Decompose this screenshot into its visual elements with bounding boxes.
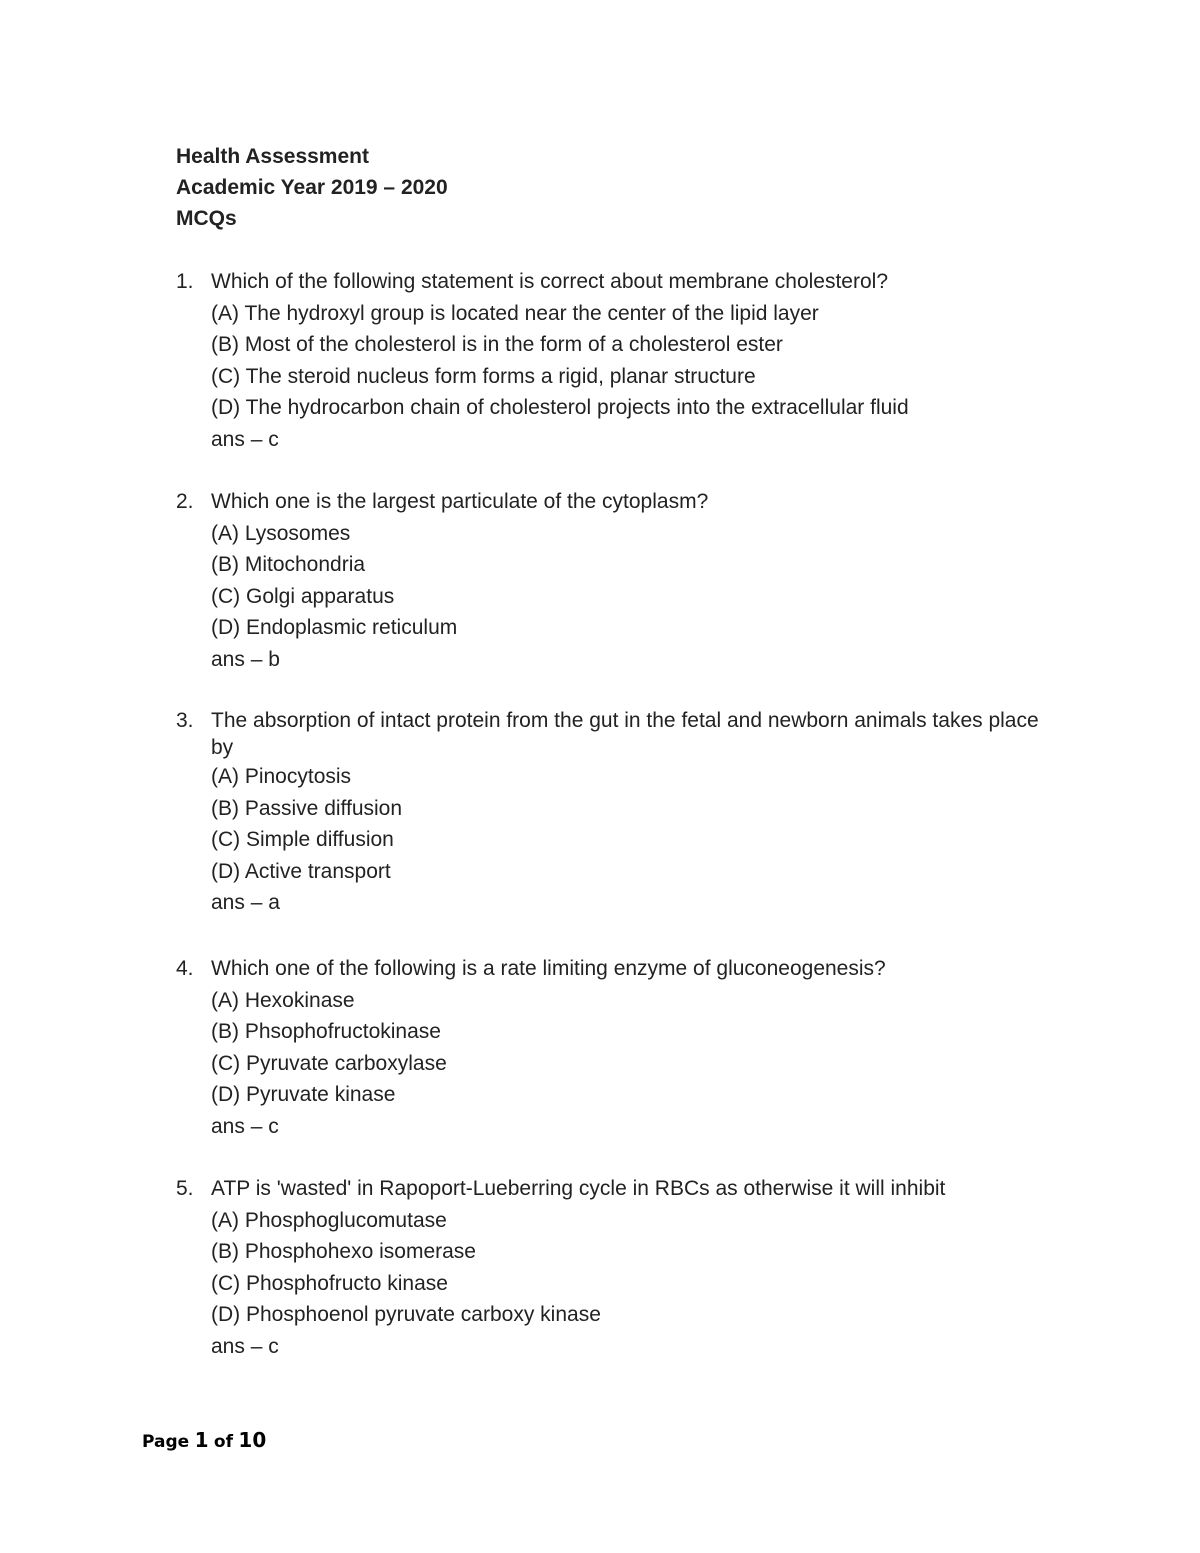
- answer-line: ans – a: [211, 891, 280, 914]
- question-stem: [176, 953, 1056, 985]
- question-3: [176, 705, 1056, 919]
- answer-line: ans – b: [211, 647, 280, 671]
- of-label: of: [213, 1432, 233, 1452]
- option-list: [211, 761, 1056, 919]
- option-c: (C) Golgi apparatus: [211, 584, 395, 608]
- question-number: 4.: [176, 957, 194, 980]
- question-text: Which of the following statement is correct about membrane cholesterol?: [211, 270, 888, 293]
- option-c: (C) Simple diffusion: [211, 828, 394, 851]
- option-a: (A) Hexokinase: [211, 988, 355, 1012]
- option-list: [211, 518, 1056, 676]
- option-list: [211, 985, 1056, 1143]
- question-number: 2.: [176, 490, 194, 513]
- option-list: [211, 1205, 1056, 1363]
- option-a: (A) Phosphoglucomutase: [211, 1208, 447, 1232]
- option-a: (A) Pinocytosis: [211, 765, 352, 788]
- question-stem: [176, 266, 1056, 298]
- option-b: (B) Phsophofructokinase: [211, 1020, 441, 1043]
- option-d: (D) Pyruvate kinase: [211, 1083, 396, 1106]
- page-label: Page: [142, 1432, 190, 1452]
- question-text: ATP is 'wasted' in Rapoport-Lueberring cycle in RBCs as otherwise it will inhibit: [211, 1177, 946, 1200]
- academic-year: Academic Year 2019 – 2020: [176, 176, 448, 199]
- question-4: [176, 953, 1056, 1142]
- option-b: (B) Phosphohexo isomerase: [211, 1240, 476, 1263]
- question-text: Which one is the largest particulate of the cytoplasm?: [211, 490, 709, 513]
- page-footer: [142, 1428, 266, 1452]
- option-a: (A) Lysosomes: [211, 521, 351, 545]
- question-number: 1.: [176, 270, 194, 293]
- option-d: (D) Phosphoenol pyruvate carboxy kinase: [211, 1303, 601, 1326]
- document-title: Health Assessment: [176, 145, 369, 168]
- total-pages-number: 10: [238, 1428, 267, 1452]
- option-d: (D) Active transport: [211, 859, 391, 883]
- option-a: (A) The hydroxyl group is located near the center of the lipid layer: [211, 301, 819, 325]
- option-b: (B) Mitochondria: [211, 553, 366, 576]
- option-d: (D) The hydrocarbon chain of cholesterol projects into the extracellular fluid: [211, 396, 909, 419]
- question-stem: [176, 705, 1056, 761]
- section-subtitle: MCQs: [176, 207, 237, 230]
- option-c: (C) Phosphofructo kinase: [211, 1271, 448, 1295]
- question-number: 5.: [176, 1177, 194, 1200]
- current-page-number: 1: [194, 1428, 209, 1452]
- question-2: [176, 486, 1056, 675]
- option-list: [211, 298, 1056, 456]
- answer-line: ans – c: [211, 1334, 279, 1358]
- question-5: [176, 1173, 1056, 1362]
- question-number: 3.: [176, 709, 194, 732]
- option-c: (C) The steroid nucleus form forms a rigid, planar structure: [211, 364, 756, 388]
- document-header: [176, 141, 448, 234]
- question-stem: [176, 1173, 1056, 1205]
- option-b: (B) Most of the cholesterol is in the form of a cholesterol ester: [211, 333, 783, 356]
- option-b: (B) Passive diffusion: [211, 796, 403, 820]
- question-text: Which one of the following is a rate limiting enzyme of gluconeogenesis?: [211, 957, 886, 980]
- answer-line: ans – c: [211, 427, 279, 451]
- option-d: (D) Endoplasmic reticulum: [211, 616, 458, 639]
- question-text: The absorption of intact protein from the gut in the fetal and newborn animals takes place by: [211, 709, 1039, 759]
- question-1: [176, 266, 1056, 455]
- question-stem: [176, 486, 1056, 518]
- option-c: (C) Pyruvate carboxylase: [211, 1051, 447, 1075]
- answer-line: ans – c: [211, 1114, 279, 1138]
